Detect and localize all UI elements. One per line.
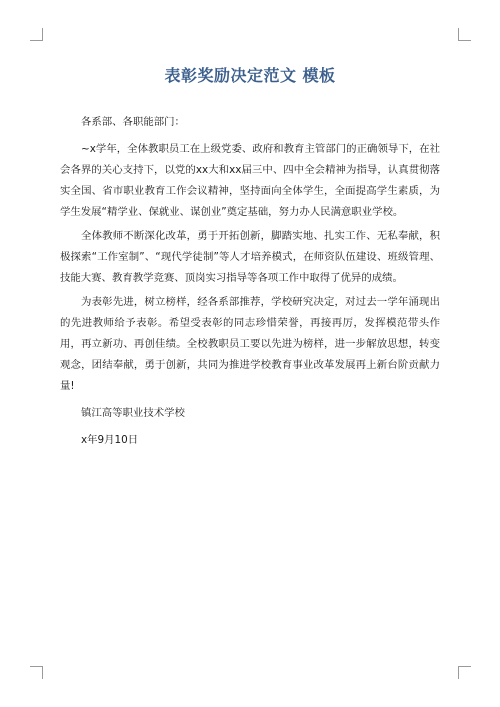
paragraph-1: ~x学年，全体教职员工在上级党委、政府和教育主管部门的正确领导下，在社会各界的关心支持下，以党的xx大和xx届三中、四中全会精神为指导，认真贯彻落实全国、省市职业教育工作会议精神，坚持面向全体学生，全面提高学生素质，为学生发展“精学业、保就业、谋创业”奠定基础，努力办人民满意职业学校。 <box>60 143 440 218</box>
salutation: 各系部、各职能部门： <box>81 116 185 128</box>
paragraph-2: 全体教师不断深化改革，勇于开拓创新，脚踏实地、扎实工作、无私奉献，积极探索“工作室制”、“现代学徒制”等人才培养模式，在师资队伍建设、班级管理、技能大赛、教育教学竞赛、顶岗实习指导等各项工作中取得了优异的成绩。 <box>60 230 440 284</box>
crop-mark-top-right <box>458 28 471 41</box>
crop-mark-bottom-right <box>458 666 471 679</box>
crop-mark-bottom-left <box>30 666 43 679</box>
paragraph-3: 为表彰先进，树立榜样，经各系部推荐，学校研究决定，对过去一学年涌现出的先进教师给予表彰。希望受表彰的同志珍惜荣誉，再接再厉，发挥模范带头作用，再立新功、再创佳绩。全校教职员工要以先进为榜样，进一步解放思想，转变观念，团结奉献，勇于创新，共同为推进学校教育事业改革发展再上新台阶贡献力量! <box>60 296 440 392</box>
signature-org: 镇江高等职业技术学校 <box>81 407 185 419</box>
signature-date: x年9月10日 <box>81 434 139 446</box>
document-body <box>60 112 440 454</box>
crop-mark-top-left <box>30 28 43 41</box>
document-title: 表彰奖励决定范文 模板 <box>164 66 336 85</box>
